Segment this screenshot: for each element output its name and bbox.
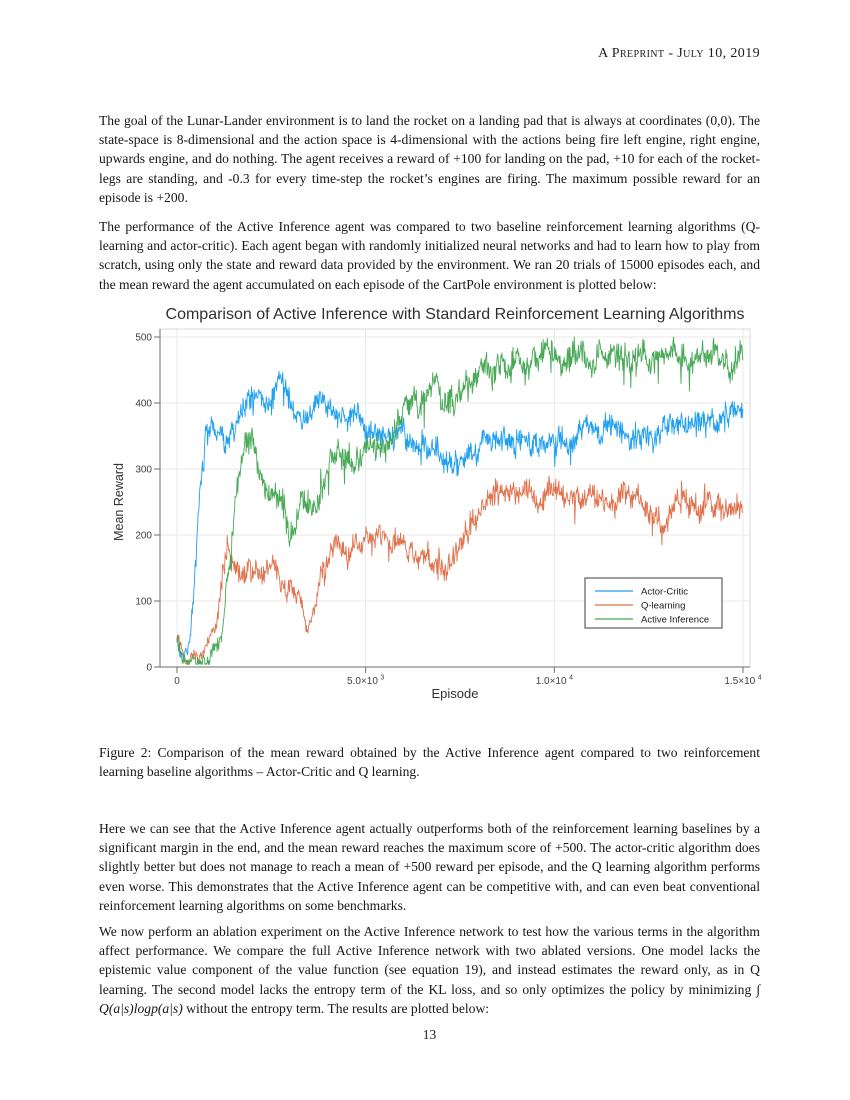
x-tick-label: 1.5×10 $^4$	[724, 674, 762, 687]
legend	[585, 578, 722, 628]
inline-math-formula: ∫ Q(a|s)logp(a|s)	[99, 981, 760, 1017]
legend-label-actor-critic: Actor-Critic	[641, 586, 688, 598]
paragraph-results-discussion: Here we can see that the Active Inference agent actually outperforms both of the reinforcement learning baselines by a significant margin in the end, and the mean reward reaches the maximum score of +500. The actor-critic algorithm does slightly better but does not manage to reach a mean of +500 reward per episode, and the Q learning algorithm performs even worse. This demonstrates that the Active Inference agent can be competitive with, and can even beat conventional reinforcement learning algorithms on some benchmarks.	[99, 820, 760, 914]
page-number: 13	[422, 1027, 437, 1042]
y-axis-label: Mean Reward	[112, 463, 126, 541]
legend-label-active-inference: Active Inference	[641, 614, 710, 626]
y-tick-100: 100	[135, 596, 152, 608]
legend-label-q-learning: Q-learning	[641, 600, 686, 612]
x-tick-label: 5.0×10 $^3$	[347, 674, 385, 687]
y-tick-400: 400	[135, 398, 152, 410]
x-tick-label: 0	[174, 676, 180, 687]
y-tick-labels	[135, 333, 152, 674]
y-tick-500: 500	[135, 332, 152, 344]
paragraph-comparison-setup: The performance of the Active Inference agent was compared to two baseline reinforcement learning algorithms (Q-learning and actor-critic). Each agent began with randomly initialized neural networks and had to learn how to play from scratch, using only the state and reward data provided by the environment. We ran 20 trials of 15000 episodes each, and the mean reward the agent accumulated on each episode of the CartPole environment is plotted below:	[99, 218, 760, 292]
y-tick-0: 0	[146, 662, 152, 674]
figure-caption: Figure 2: Comparison of the mean reward obtained by the Active Inference agent compared to two reinforcement learning baseline algorithms – Actor-Critic and Q learning.	[99, 744, 760, 779]
x-tick-label: 1.0×10 $^4$	[535, 674, 573, 687]
running-header: A Preprint - July 10, 2019	[598, 46, 760, 61]
paragraph-lunar-lander: The goal of the Lunar-Lander environment is to land the rocket on a landing pad that is always at coordinates (0,0). The state-space is 8-dimensional and the action space is 4-dimensional with the actions being fire left engine, right engine, upwards engine, and do nothing. The agent receives a reward of +100 for landing on the pad, +10 for each of the rocket-legs are standing, and -0.3 for every time-step the rocket’s engines are firing. The maximum possible reward for an episode is +200.	[99, 112, 760, 206]
chart-title: Comparison of Active Inference with Standard Reinforcement Learning Algorithms	[165, 306, 745, 323]
ablation-text-after: without the entropy term. The results are plotted below:	[186, 1001, 490, 1017]
x-axis-label: Episode	[431, 686, 479, 701]
y-tick-200: 200	[135, 530, 152, 542]
paragraph-ablation	[99, 922, 760, 1019]
reward-comparison-plot	[95, 293, 795, 705]
figure-2-chart	[95, 293, 795, 710]
series-line-q-learning	[177, 476, 743, 665]
y-tick-300: 300	[135, 464, 152, 476]
ablation-text-before: We now perform an ablation experiment on the Active Inference network to test how the various terms in the algorithm affect performance. We compare the full Active Inference network with two ablated versions. One model lacks the epistemic value component of the value function (see equation 19), and instead estimates the reward only, as in Q learning. The second model lacks the entropy term of the KL loss, and so only optimizes the policy by minimizing	[99, 923, 760, 997]
